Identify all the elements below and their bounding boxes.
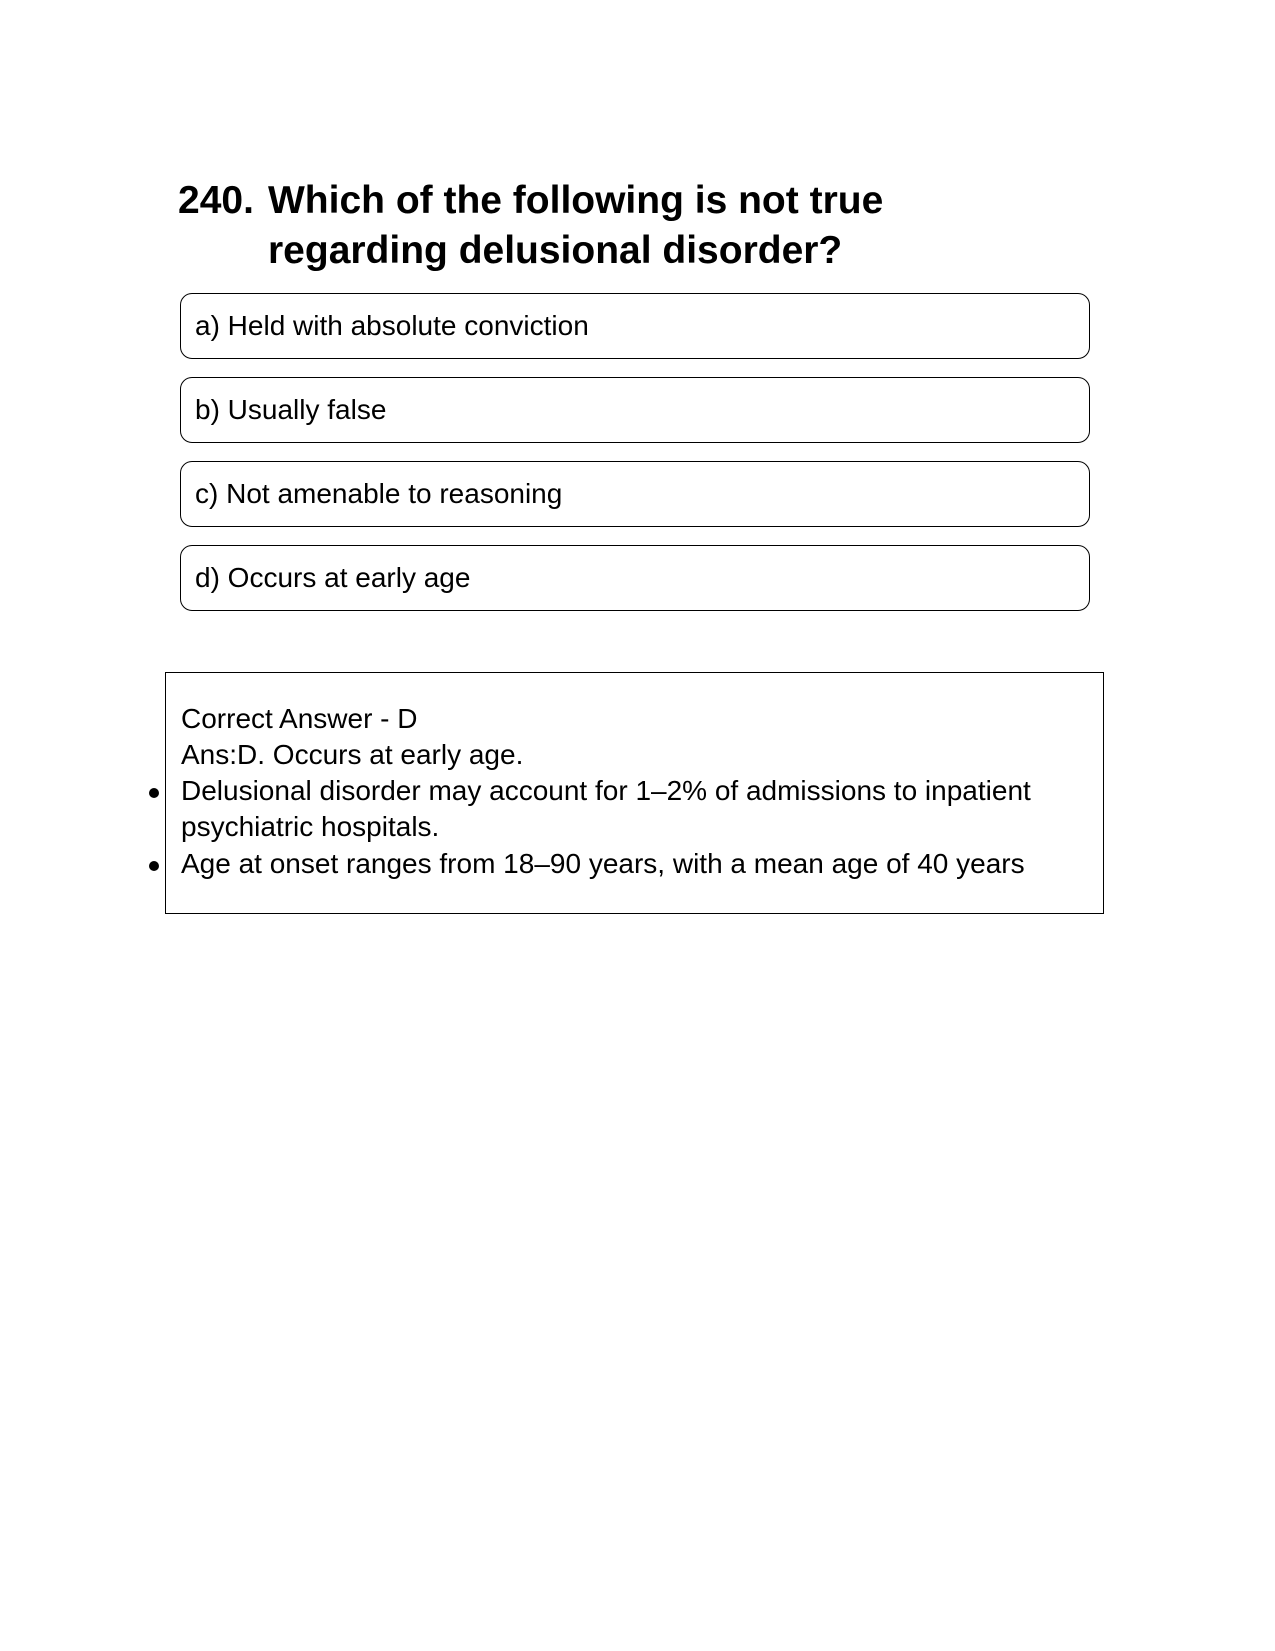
answer-summary: Ans:D. Occurs at early age.	[181, 739, 524, 770]
bullet-dot-icon	[149, 788, 159, 798]
explanation-bullet-1-line-1: Delusional disorder may account for 1–2% of admissions to inpatient	[181, 775, 1031, 806]
question-text	[268, 176, 968, 276]
bullet-dot-icon	[149, 861, 159, 871]
option-d[interactable]: d) Occurs at early age	[180, 545, 1090, 611]
explanation-bullet-1-line-2: psychiatric hospitals.	[181, 811, 440, 842]
option-b[interactable]: b) Usually false	[180, 377, 1090, 443]
correct-answer: Correct Answer - D	[181, 703, 418, 734]
question-number: 240.	[178, 179, 254, 222]
question-text-line-1: Which of the following is not true	[268, 179, 884, 222]
explanation-bullet-2: Age at onset ranges from 18–90 years, with a mean age of 40 years	[181, 848, 1025, 879]
question-text-line-2: regarding delusional disorder?	[268, 229, 843, 272]
option-a[interactable]: a) Held with absolute conviction	[180, 293, 1090, 359]
option-c[interactable]: c) Not amenable to reasoning	[180, 461, 1090, 527]
